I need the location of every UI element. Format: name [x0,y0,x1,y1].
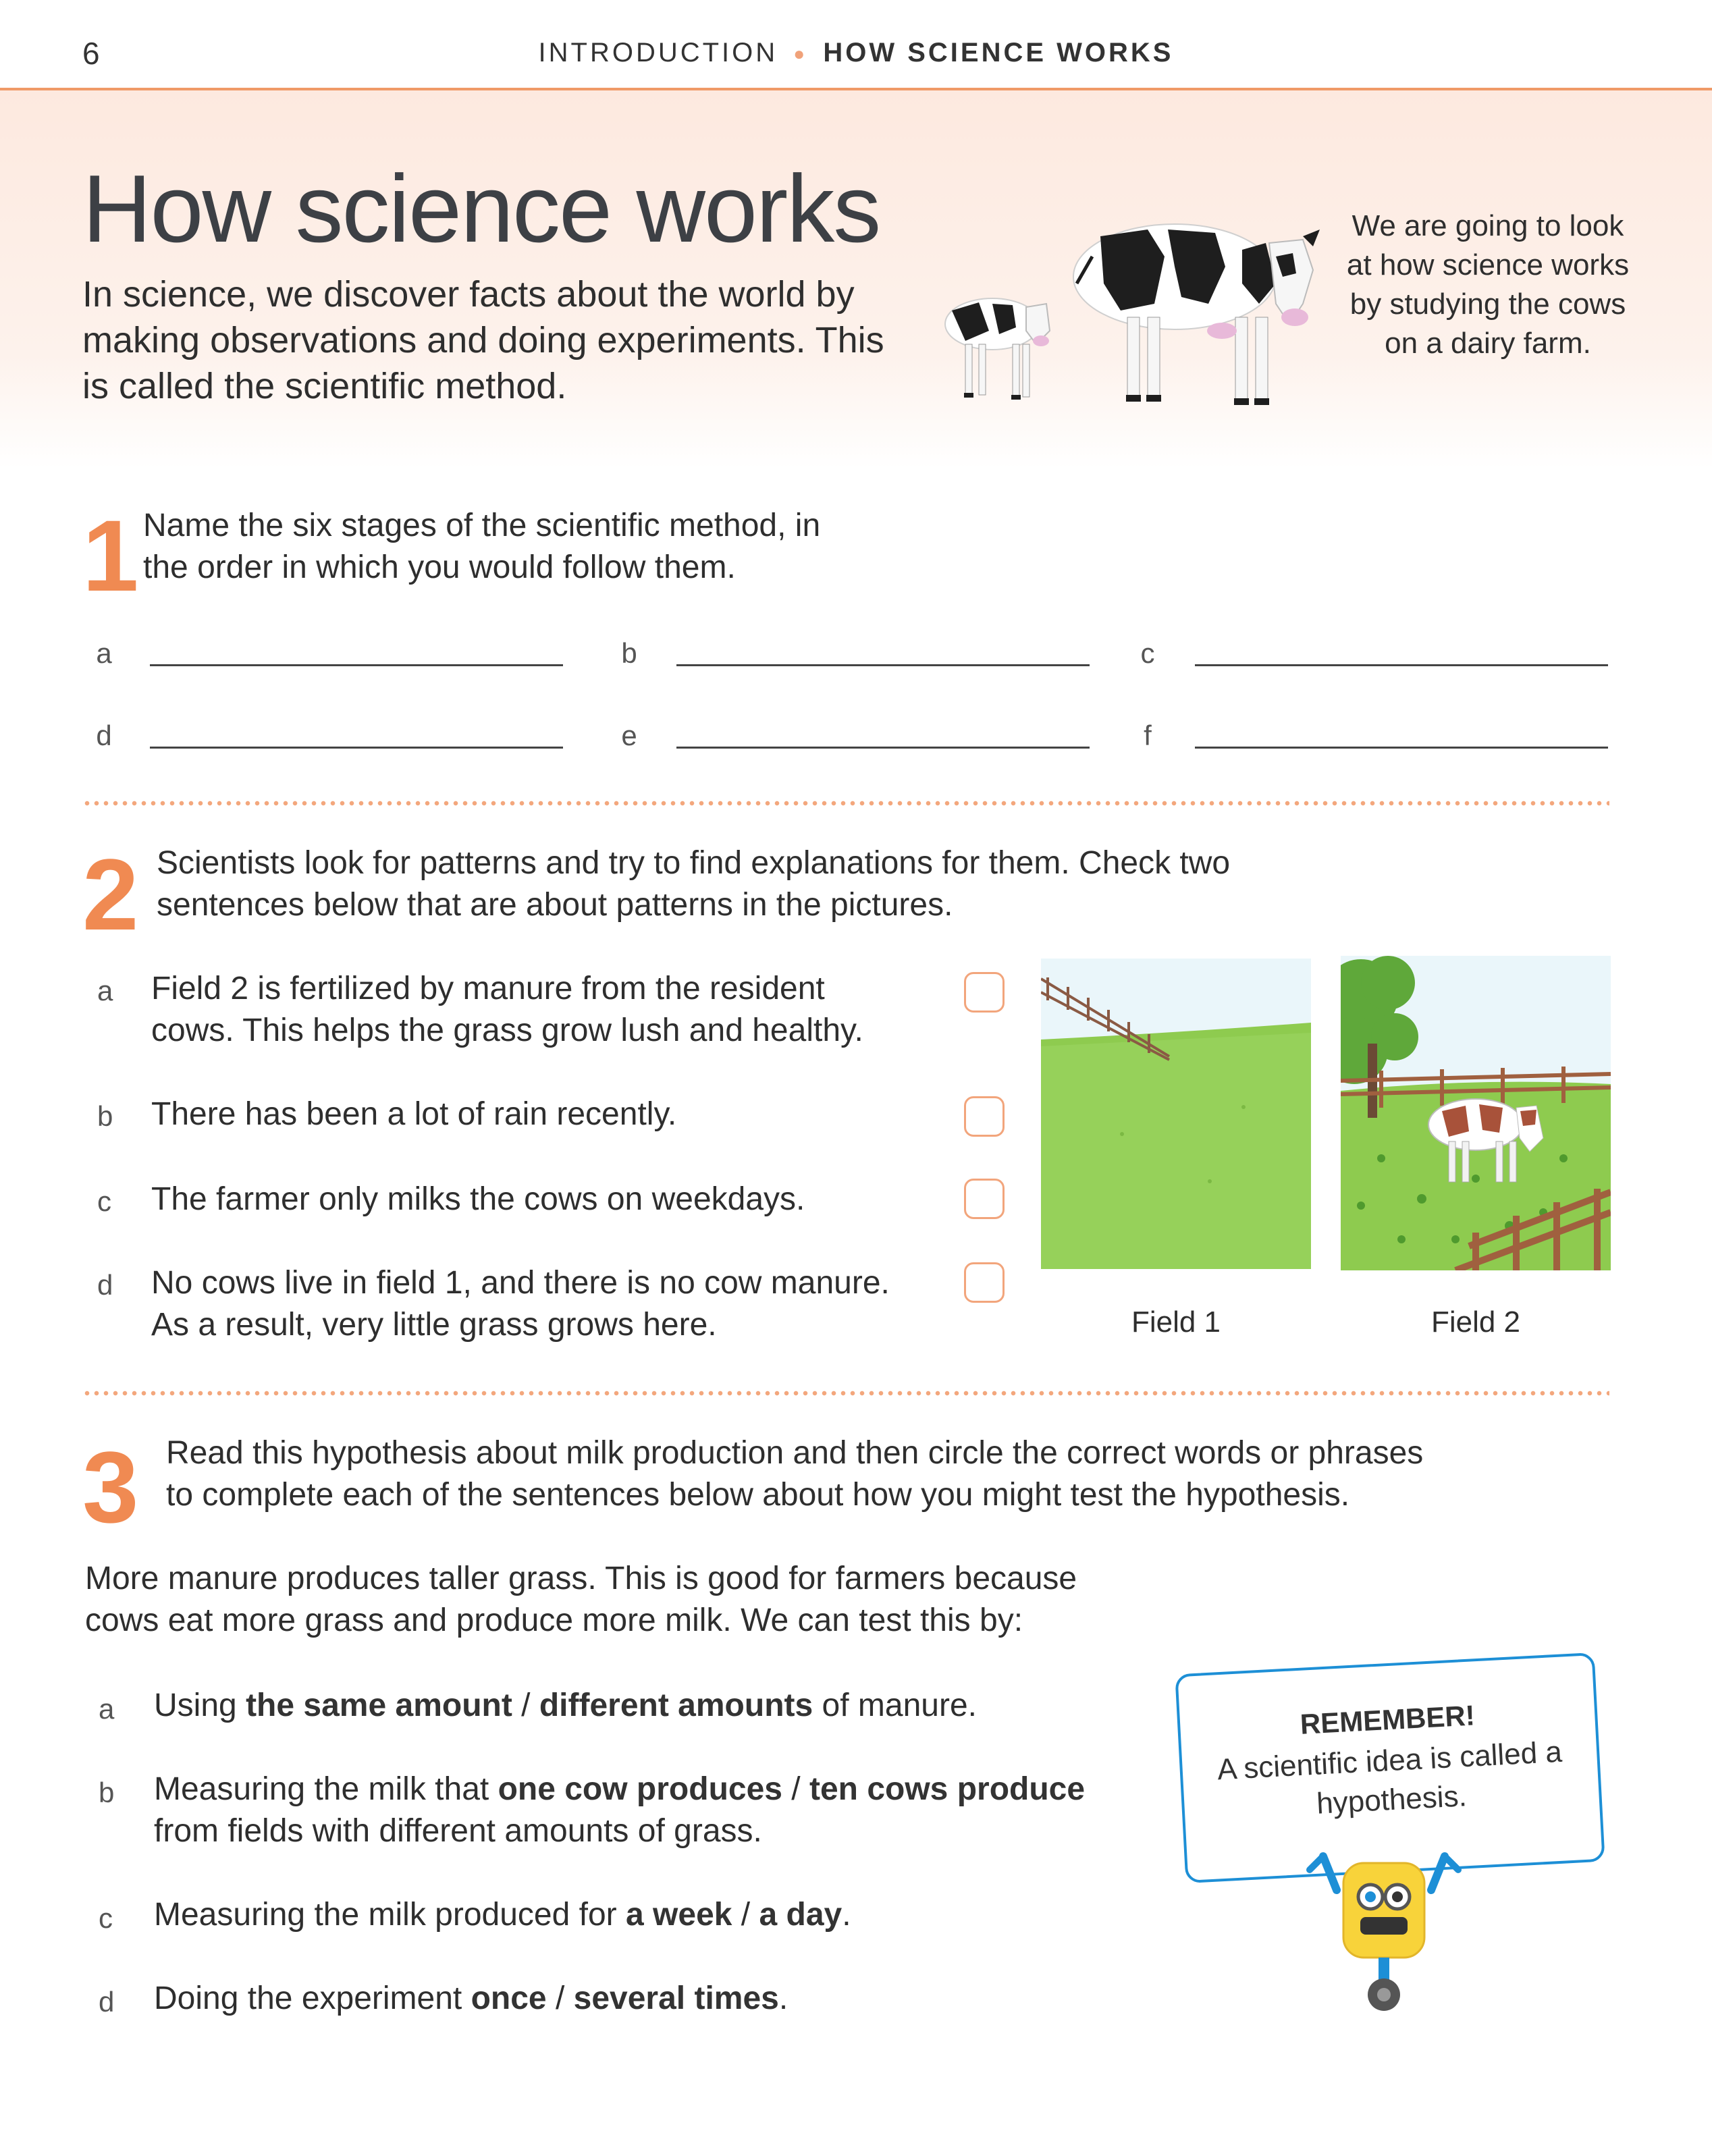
field-1-image [1041,959,1311,1269]
remember-title: REMEMBER! [1299,1699,1476,1740]
option-letter-a: a [97,975,113,1006]
cow-large-icon [1073,224,1320,405]
section-divider [82,1391,1609,1396]
intro-note: We are going to look at how science works by studying the cows on a dairy farm. [1346,209,1630,360]
choice-a-day[interactable]: a day [759,1897,842,1933]
choice-same-amount[interactable]: the same amount [246,1688,512,1723]
answer-line-d[interactable] [150,747,563,749]
section-divider [82,801,1609,806]
answer-letter-e: e [621,720,637,751]
answer-letter-c: c [1140,637,1155,669]
choice-a-week[interactable]: a week [626,1897,732,1933]
remember-box [1175,1652,1605,1883]
option-text-a-line2: cows. This helps the grass grow lush and healthy. [151,1013,863,1048]
checkbox-c[interactable] [964,1179,1005,1219]
item-d-sentence: Doing the experiment once / several times. [154,1980,788,2016]
question-3-number: 3 [82,1430,139,1544]
field-2-caption: Field 2 [1430,1305,1521,1339]
calf-icon [945,298,1050,400]
option-letter-d: d [97,1269,113,1301]
item-letter-b: b [99,1777,115,1808]
item-a-sentence: Using the same amount / different amounts of manure. [154,1688,977,1723]
page-number: 6 [82,36,100,71]
item-c-sentence: Measuring the milk produced for a week / a day. [154,1897,851,1933]
answer-line-b[interactable] [676,664,1090,666]
field-2-image [1341,956,1611,1270]
intro-text: In science, we discover facts about the world by making observations and doing experiments. This is called the scientific method. [82,274,884,406]
checkbox-a[interactable] [964,972,1005,1013]
answer-line-a[interactable] [150,664,563,666]
page-title: How science works [82,155,880,263]
answer-line-c[interactable] [1195,664,1608,666]
item-letter-d: d [99,1986,115,2018]
cows-illustration [925,203,1343,425]
running-header [0,38,1712,68]
option-text-d-line1: No cows live in field 1, and there is no cow manure. [151,1265,890,1301]
checkbox-d[interactable] [964,1262,1005,1303]
answer-line-e[interactable] [676,747,1090,749]
item-b-sentence: Measuring the milk that one cow produces / ten cows produce [154,1771,1086,1807]
option-text-c: The farmer only milks the cows on weekdays. [151,1181,805,1217]
option-text-d-line2: As a result, very little grass grows here. [151,1307,717,1343]
answer-line-f[interactable] [1195,747,1608,749]
question-2-number: 2 [82,838,139,951]
header-title: HOW SCIENCE WORKS [823,38,1174,68]
item-b-line2: from fields with different amounts of grass. [154,1813,762,1849]
robot-icon [1296,1850,1472,2018]
question-1-number: 1 [82,499,139,612]
remember-text: A scientific idea is called a hypothesis. [1216,1735,1563,1821]
choice-several-times[interactable]: several times [573,1980,779,2016]
question-3-text: Read this hypothesis about milk production and then circle the correct words or phrases to complete each of the sentences below about how you might test the hypothesis. [166,1435,1424,1513]
header-section: INTRODUCTION [538,38,778,68]
field-1-caption: Field 1 [1131,1305,1221,1339]
choice-ten-cows[interactable]: ten cows produce [809,1771,1086,1807]
choice-once[interactable]: once [471,1980,547,2016]
question-2-text: Scientists look for patterns and try to find explanations for them. Check two sentences below that are about patterns in the pictures. [157,845,1231,923]
choice-different-amounts[interactable]: different amounts [539,1688,813,1723]
answer-letter-b: b [621,637,637,669]
item-letter-a: a [99,1693,115,1725]
checkbox-b[interactable] [964,1096,1005,1137]
answer-letter-d: d [96,720,112,751]
option-letter-c: c [97,1185,111,1217]
option-text-b: There has been a lot of rain recently. [151,1096,677,1132]
item-letter-c: c [99,1902,113,1934]
bullet-separator-icon: ● [793,43,808,65]
option-letter-b: b [97,1100,113,1132]
answer-letter-f: f [1144,720,1152,751]
choice-one-cow[interactable]: one cow produces [498,1771,782,1807]
hypothesis-text: More manure produces taller grass. This is good for farmers because cows eat more grass and produce more milk. We can test this by: [85,1561,1077,1638]
option-text-a-line1: Field 2 is fertilized by manure from the resident [151,971,825,1006]
question-1-text: Name the six stages of the scientific method, in the order in which you would follow them. [143,508,821,585]
answer-letter-a: a [96,637,112,669]
